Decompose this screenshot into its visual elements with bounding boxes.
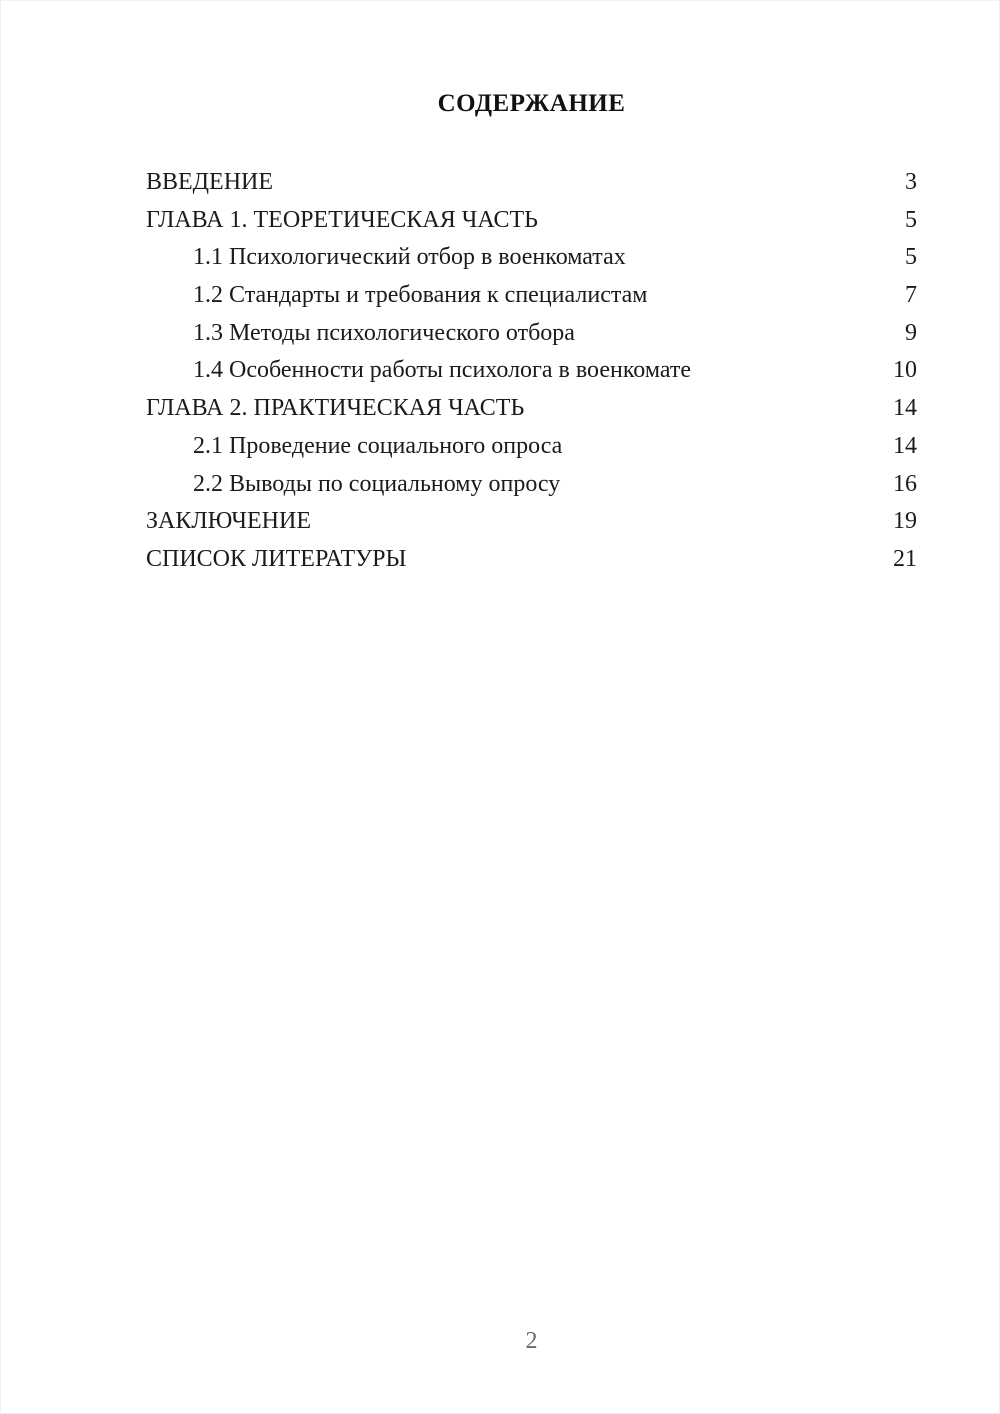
toc-row [146,428,917,466]
toc-entry-page: 16 [893,470,917,497]
toc-row [146,541,917,579]
toc-row [146,239,917,277]
toc-entry-page: 14 [893,432,917,459]
toc-entry-label: ГЛАВА 1. ТЕОРЕТИЧЕСКАЯ ЧАСТЬ [146,206,538,233]
toc-entry-page: 5 [905,244,917,271]
toc-row [146,202,917,240]
toc-entry-label: 2.1 Проведение социального опроса [193,432,563,459]
toc-row [146,164,917,202]
toc-entry-label: 2.2 Выводы по социальному опросу [193,470,561,497]
toc-entry-page: 7 [905,282,917,309]
toc-row [146,352,917,390]
toc-entry-page: 9 [905,319,917,346]
toc-row [146,315,917,353]
toc-entry-label: 1.1 Психологический отбор в военкоматах [193,244,626,271]
toc-entry-page: 21 [893,545,917,572]
toc-entry-page: 10 [893,357,917,384]
toc-entry-page: 3 [905,169,917,195]
toc-entry-label: ВВЕДЕНИЕ [146,169,274,195]
content-area [146,1,917,579]
toc-entry-label: ЗАКЛЮЧЕНИЕ [146,508,311,535]
toc-entry-label: 1.4 Особенности работы психолога в военкомате [193,357,692,384]
toc-entry-page: 5 [905,206,917,233]
footer-page-number: 2 [525,1328,538,1354]
toc-entry-label: 1.3 Методы психологического отбора [193,319,575,346]
toc-entry-page: 19 [893,508,917,535]
toc-row [146,466,917,504]
toc-entry-label: ГЛАВА 2. ПРАКТИЧЕСКАЯ ЧАСТЬ [146,395,525,422]
toc-row [146,277,917,315]
toc-entry-label: СПИСОК ЛИТЕРАТУРЫ [146,545,407,572]
toc-row [146,503,917,541]
toc-list [146,164,917,579]
toc-entry-page: 14 [893,395,917,422]
toc-row [146,390,917,428]
toc-entry-label: 1.2 Стандарты и требования к специалистам [193,282,648,309]
page-title: СОДЕРЖАНИЕ [437,90,626,117]
